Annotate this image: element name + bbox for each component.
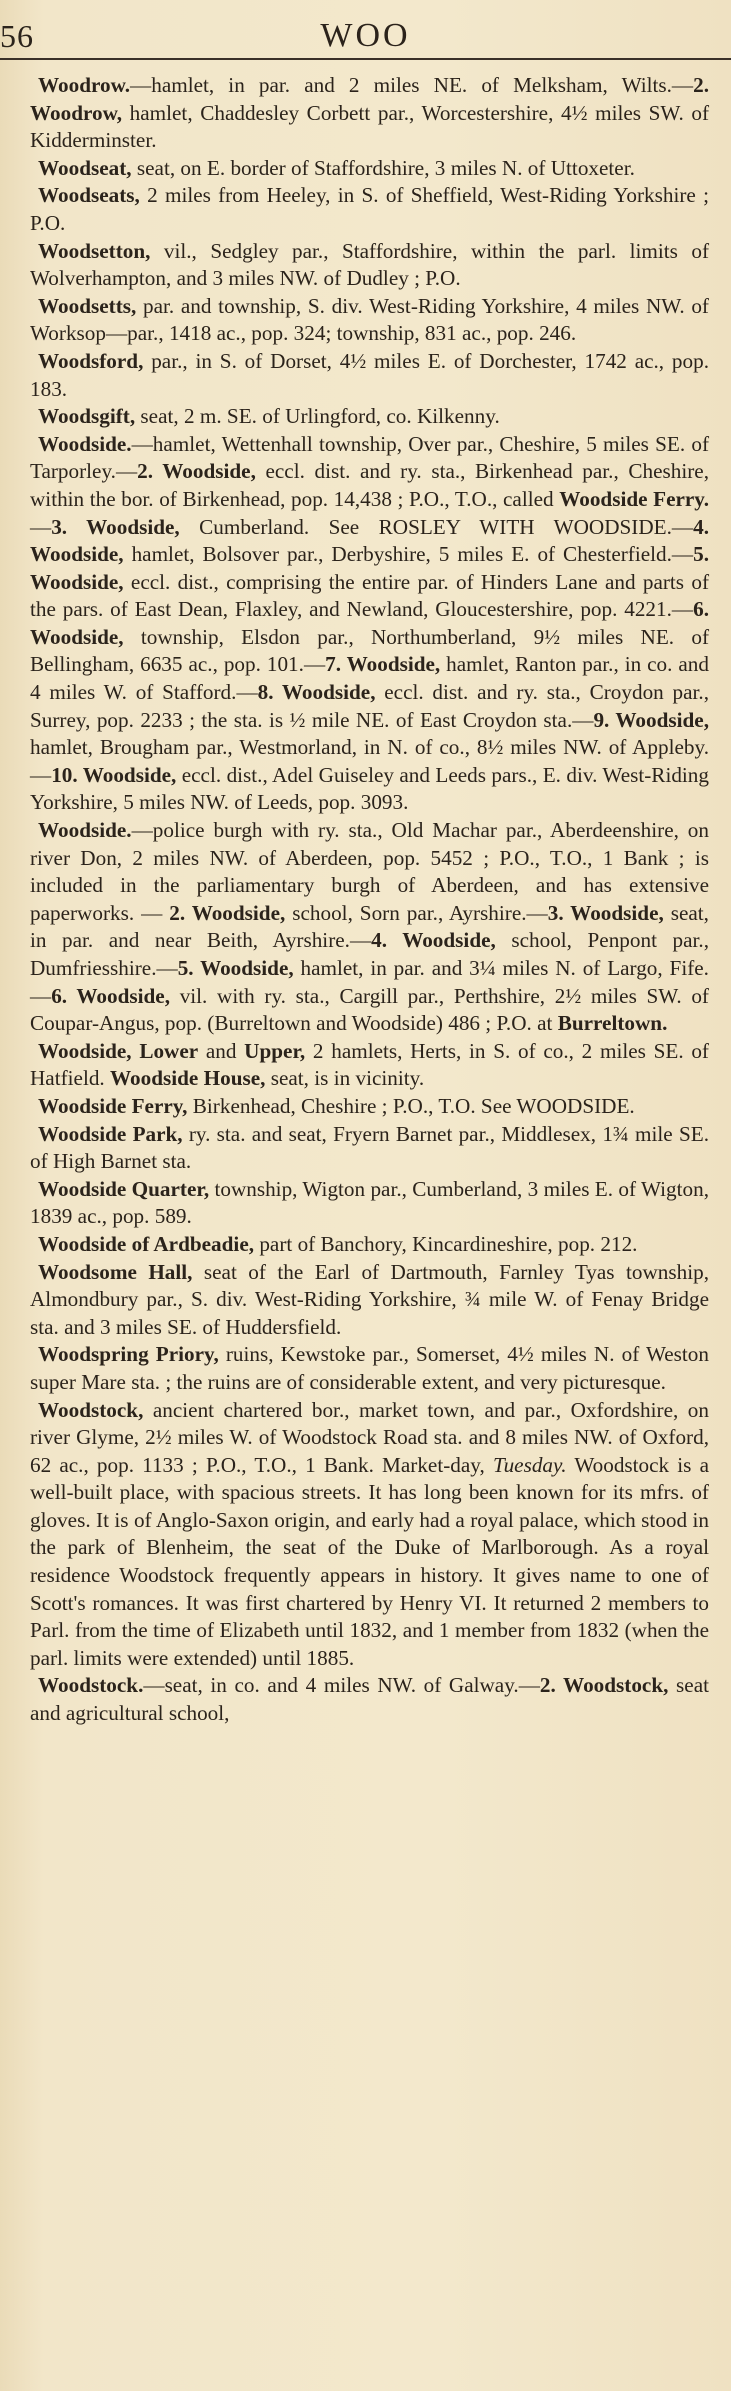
entry-text: hamlet, Brougham par., Westmorland, in N. of co., 8½ miles NW. of Appleby.—	[30, 735, 709, 787]
entry-headword: Woodside Quarter,	[38, 1176, 210, 1201]
entry-headword: Woodrow.	[38, 73, 131, 97]
entry-headword: 10. Woodside,	[51, 762, 177, 787]
entry-text: Birkenhead, Cheshire ; P.O., T.O. See WOODSIDE.	[187, 1093, 635, 1118]
gazetteer-entry	[30, 348, 709, 403]
entry-headword: Woodspring Priory,	[38, 1342, 219, 1367]
entry-headword: 7. Woodside,	[325, 652, 441, 677]
entry-text: 2 miles from Heeley, in S. of Sheffield, West-Riding Yorkshire ; P.O.	[30, 183, 709, 235]
entry-text: ancient chartered bor., market town, and par., Oxfordshire, on river Glyme, 2½ miles W. of Woodstock Road sta. and 8 miles NW. of Oxford, 62 ac., pop. 1133 ; P.O., T.O., 1 Bank. Market-day,	[30, 1397, 709, 1477]
entry-text: hamlet, in par. and 3¼ miles N. of Largo, Fife.—	[30, 956, 709, 1008]
entry-text: Cumberland. See ROSLEY WITH WOODSIDE.—	[179, 514, 694, 539]
entry-headword: 3. Woodside,	[547, 900, 664, 925]
entry-text: township, Wigton par., Cumberland, 3 miles E. of Wigton, 1839 ac., pop. 589.	[30, 1176, 709, 1229]
entry-text: eccl. dist. and ry. sta., Croydon par., Surrey, pop. 2233 ; the sta. is ½ mile NE. of East Croydon sta.—	[30, 680, 709, 732]
entry-text: vil., Sedgley par., Staffordshire, within the parl. limits of Wolverhampton, and 3 miles NW. of Dudley ; P.O.	[30, 238, 709, 291]
gazetteer-entry	[30, 293, 709, 348]
entry-headword: Woodside, Lower	[38, 1038, 199, 1063]
entry-headword: Upper,	[244, 1038, 306, 1063]
page-number: 56	[0, 18, 34, 54]
entry-text: —	[30, 514, 52, 539]
entry-text: ry. sta. and seat, Fryern Barnet par., Middlesex, 1¾ mile SE. of High Barnet sta.	[30, 1121, 709, 1174]
entry-text: seat and agricultural school,	[30, 1673, 709, 1726]
entry-text: par. and township, S. div. West-Riding Yorkshire, 4 miles NW. of Worksop—par., 1418 ac., pop. 324; township, 831 ac., pop. 246.	[30, 293, 709, 346]
entry-headword: Woodsetts,	[38, 293, 137, 318]
entry-text: seat, is in vicinity.	[265, 1066, 425, 1091]
gazetteer-entry	[30, 1038, 709, 1093]
entry-text: school, Sorn par., Ayrshire.—	[285, 900, 548, 925]
entry-headword: 2. Woodrow,	[30, 73, 709, 125]
gazetteer-entry	[30, 1231, 709, 1259]
entry-headword: Woodseats,	[38, 183, 140, 208]
gazetteer-entry	[30, 431, 709, 817]
gazetteer-entry	[30, 1259, 709, 1342]
gazetteer-entry	[30, 1341, 709, 1396]
entry-headword: 6. Woodside,	[51, 983, 170, 1008]
entry-headword: 6. Woodside,	[30, 597, 709, 649]
entry-headword: Woodsome Hall,	[38, 1259, 193, 1284]
entry-headword: 2. Woodside,	[169, 900, 286, 925]
entry-headword: 3. Woodside,	[51, 514, 180, 539]
entry-text: seat, in par. and near Beith, Ayrshire.—	[30, 900, 709, 953]
entry-text: hamlet, Ranton par., in co. and 4 miles W. of Stafford.—	[30, 652, 709, 705]
entry-headword: Burreltown.	[557, 1011, 668, 1036]
gazetteer-entry	[30, 1672, 709, 1727]
entry-headword: 2. Woodside,	[137, 459, 256, 484]
entry-text: —seat, in co. and 4 miles NW. of Galway.—	[143, 1673, 540, 1698]
entry-text: ruins, Kewstoke par., Somerset, 4½ miles N. of Weston super Mare sta. ; the ruins are of considerable extent, and very picturesque.	[30, 1342, 709, 1394]
entry-text: school, Penpont par., Dumfriesshire.—	[30, 928, 709, 980]
gazetteer-entry	[30, 238, 709, 293]
entry-text: and	[198, 1038, 245, 1063]
entry-text: —hamlet, Wettenhall township, Over par., Cheshire, 5 miles SE. of Tarporley.—	[30, 431, 709, 484]
gazetteer-entry	[30, 155, 709, 183]
gazetteer-entry	[30, 403, 709, 431]
running-head: WOO	[320, 17, 411, 54]
entry-text: eccl. dist. and ry. sta., Birkenhead par., Cheshire, within the bor. of Birkenhead, pop. 14,438 ; P.O., T.O., called	[30, 459, 709, 511]
entry-text: seat of the Earl of Dartmouth, Farnley Tyas township, Almondbury par., S. div. West-Riding Yorkshire, ¾ mile W. of Fenay Bridge sta. and 3 miles SE. of Huddersfield.	[30, 1259, 709, 1339]
entry-headword: Woodsford,	[38, 348, 144, 373]
entry-text: eccl. dist., comprising the entire par. of Hinders Lane and parts of the pars. of East Dean, Flaxley, and Newland, Gloucestershire, pop. 4221.—	[30, 569, 709, 622]
entry-headword: Woodside.	[38, 818, 132, 843]
entry-headword: 4. Woodside,	[371, 928, 496, 953]
entry-text: 2 hamlets, Herts, in S. of co., 2 miles SE. of Hatfield.	[30, 1038, 709, 1091]
entry-headword: 9. Woodside,	[593, 707, 709, 732]
entry-text: par., in S. of Dorset, 4½ miles E. of Dorchester, 1742 ac., pop. 183.	[30, 348, 709, 401]
entry-headword: Woodside House,	[110, 1066, 266, 1091]
gazetteer-entry	[30, 1397, 709, 1673]
gazetteer-entry	[30, 1176, 709, 1231]
entry-headword: 5. Woodside,	[30, 542, 709, 594]
entry-headword: Woodside Ferry,	[38, 1093, 188, 1118]
entry-text: seat, 2 m. SE. of Urlingford, co. Kilkenny.	[135, 404, 500, 429]
entry-headword: Woodside Ferry.	[559, 486, 710, 511]
gazetteer-entry	[30, 182, 709, 237]
entry-text: part of Banchory, Kincardineshire, pop. 212.	[254, 1231, 638, 1256]
entry-list	[30, 72, 709, 1728]
entry-text: hamlet, Bolsover par., Derbyshire, 5 miles E. of Chesterfield.—	[123, 542, 694, 567]
entry-headword: Woodseat,	[38, 155, 132, 180]
entry-headword: Woodsetton,	[38, 238, 151, 263]
entry-headword: 8. Woodside,	[257, 680, 376, 705]
entry-text: —police burgh with ry. sta., Old Machar par., Aberdeenshire, on river Don, 2 miles NW. of Aberdeen, pop. 5452 ; P.O., T.O., 1 Bank ; is included in the parliamentary burgh of Aberdeen, and has extensive paperworks. —	[30, 818, 709, 925]
gazetteer-entry	[30, 1093, 709, 1121]
entry-text: hamlet, Chaddesley Corbett par., Worcestershire, 4½ miles SW. of Kidderminster.	[30, 100, 709, 153]
gazetteer-entry	[30, 72, 709, 155]
entry-headword: Woodstock,	[38, 1397, 144, 1422]
entry-headword: Woodsgift,	[38, 404, 136, 429]
entry-text: vil. with ry. sta., Cargill par., Perthshire, 2½ miles SW. of Coupar-Angus, pop. (Burreltown and Woodside) 486 ; P.O. at	[30, 983, 709, 1036]
entry-headword: Woodstock.	[38, 1673, 144, 1698]
entry-headword: 4. Woodside,	[30, 514, 709, 567]
entry-text: seat, on E. border of Staffordshire, 3 miles N. of Uttoxeter.	[131, 155, 635, 180]
entry-headword: Woodside Park,	[38, 1121, 183, 1146]
entry-text: Woodstock is a well-built place, with spacious streets. It has long been known for its mfrs. of gloves. It is of Anglo-Saxon origin, and early had a royal palace, which stood in the park of Blenheim, the seat of the Duke of Marlborough. As a royal residence Woodstock frequently appears in history. It gives name to one of Scott's romances. It was first chartered by Henry VI. It returned 2 members to Parl. from the time of Elizabeth until 1832, and 1 member from 1832 (when the parl. limits were extended) until 1885.	[30, 1452, 709, 1670]
entry-headword: Woodside of Ardbeadie,	[38, 1231, 255, 1256]
page-header	[0, 14, 731, 60]
gazetteer-entry	[30, 817, 709, 1038]
entry-text: eccl. dist., Adel Guiseley and Leeds pars., E. div. West-Riding Yorkshire, 5 miles NW. of Leeds, pop. 3093.	[30, 762, 709, 815]
entry-headword: 2. Woodstock,	[539, 1673, 669, 1698]
entry-italic-text: Tuesday.	[492, 1452, 567, 1477]
entry-text: —hamlet, in par. and 2 miles NE. of Melksham, Wilts.—	[130, 73, 694, 97]
entry-headword: 5. Woodside,	[177, 956, 294, 980]
entry-text: township, Elsdon par., Northumberland, 9½ miles NE. of Bellingham, 6635 ac., pop. 101.—	[30, 624, 709, 677]
gazetteer-entry	[30, 1121, 709, 1176]
entry-headword: Woodside.	[38, 431, 132, 456]
